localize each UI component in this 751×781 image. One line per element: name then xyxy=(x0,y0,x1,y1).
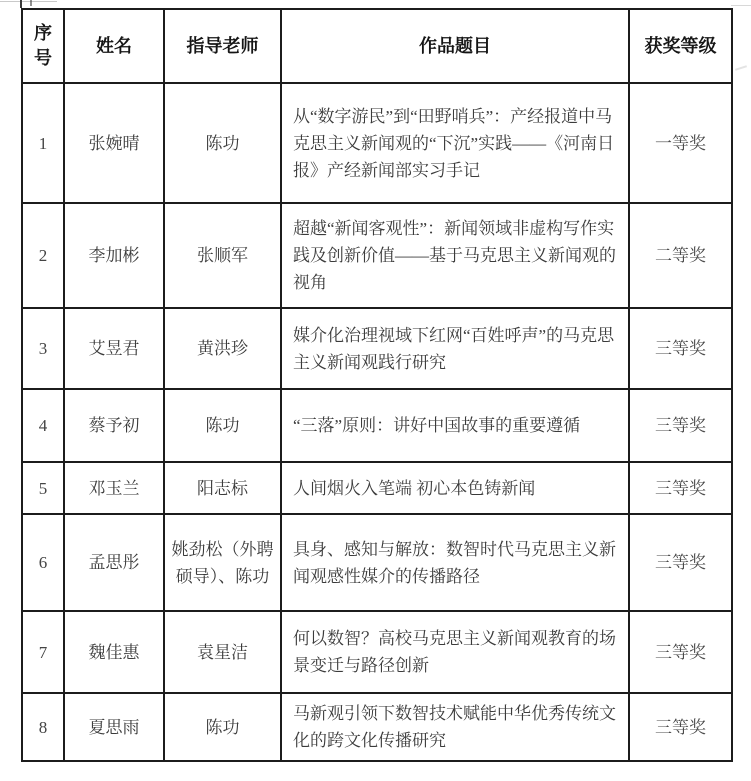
cell-advisor: 袁星洁 xyxy=(164,611,281,693)
cell-advisor: 陈功 xyxy=(164,389,281,462)
table-row xyxy=(22,693,732,761)
cell-award: 三等奖 xyxy=(629,389,732,462)
cell-name: 夏思雨 xyxy=(64,693,164,761)
cell-name: 蔡予初 xyxy=(64,389,164,462)
cell-index: 7 xyxy=(22,611,64,693)
table-row xyxy=(22,462,732,514)
column-header-title: 作品题目 xyxy=(281,9,629,83)
cell-name: 张婉晴 xyxy=(64,83,164,203)
award-table xyxy=(21,8,733,762)
cell-advisor: 姚劲松（外聘硕导）、陈功 xyxy=(164,514,281,611)
cell-index: 5 xyxy=(22,462,64,514)
cell-name: 艾昱君 xyxy=(64,308,164,389)
cell-advisor: 陈功 xyxy=(164,693,281,761)
cell-award: 三等奖 xyxy=(629,462,732,514)
cell-title: 人间烟火入笔端 初心本色铸新闻 xyxy=(281,462,629,514)
cell-title: “三落”原则：讲好中国故事的重要遵循 xyxy=(281,389,629,462)
column-header-advisor: 指导老师 xyxy=(164,9,281,83)
cell-award: 二等奖 xyxy=(629,203,732,308)
cell-title: 媒介化治理视域下红网“百姓呼声”的马克思主义新闻观践行研究 xyxy=(281,308,629,389)
cell-title: 马新观引领下数智技术赋能中华优秀传统文化的跨文化传播研究 xyxy=(281,693,629,761)
crop-artifact-top-left-line xyxy=(0,1,57,2)
cell-index: 8 xyxy=(22,693,64,761)
cell-award: 三等奖 xyxy=(629,514,732,611)
cell-index: 6 xyxy=(22,514,64,611)
cell-advisor: 陈功 xyxy=(164,83,281,203)
cell-index: 4 xyxy=(22,389,64,462)
cell-index: 1 xyxy=(22,83,64,203)
cell-title: 具身、感知与解放：数智时代马克思主义新闻观感性媒介的传播路径 xyxy=(281,514,629,611)
table-row xyxy=(22,611,732,693)
column-header-award: 获奖等级 xyxy=(629,9,732,83)
cell-title: 从“数字游民”到“田野哨兵”：产经报道中马克思主义新闻观的“下沉”实践——《河南日报》产经新闻部实习手记 xyxy=(281,83,629,203)
table-row xyxy=(22,514,732,611)
cell-award: 三等奖 xyxy=(629,693,732,761)
cell-advisor: 阳志标 xyxy=(164,462,281,514)
table-row xyxy=(22,203,732,308)
crop-artifact-top-right-line xyxy=(731,5,751,6)
cell-name: 邓玉兰 xyxy=(64,462,164,514)
cell-award: 一等奖 xyxy=(629,83,732,203)
column-header-index: 序号 xyxy=(22,9,64,83)
column-header-name: 姓名 xyxy=(64,9,164,83)
table-row xyxy=(22,389,732,462)
cell-index: 2 xyxy=(22,203,64,308)
crop-artifact-tick-1 xyxy=(20,0,22,8)
cell-award: 三等奖 xyxy=(629,611,732,693)
cell-advisor: 黄洪珍 xyxy=(164,308,281,389)
cell-name: 魏佳惠 xyxy=(64,611,164,693)
table-row xyxy=(22,83,732,203)
cell-title: 超越“新闻客观性”：新闻领域非虚构写作实践及创新价值——基于马克思主义新闻观的视角 xyxy=(281,203,629,308)
cell-award: 三等奖 xyxy=(629,308,732,389)
cell-index: 3 xyxy=(22,308,64,389)
crop-artifact-tick-2 xyxy=(30,0,32,6)
crop-artifact-right-mark xyxy=(735,65,747,71)
cell-advisor: 张顺军 xyxy=(164,203,281,308)
table-row xyxy=(22,308,732,389)
table-header-row xyxy=(22,9,732,83)
cell-name: 孟思彤 xyxy=(64,514,164,611)
cell-title: 何以数智？高校马克思主义新闻观教育的场景变迁与路径创新 xyxy=(281,611,629,693)
cell-name: 李加彬 xyxy=(64,203,164,308)
